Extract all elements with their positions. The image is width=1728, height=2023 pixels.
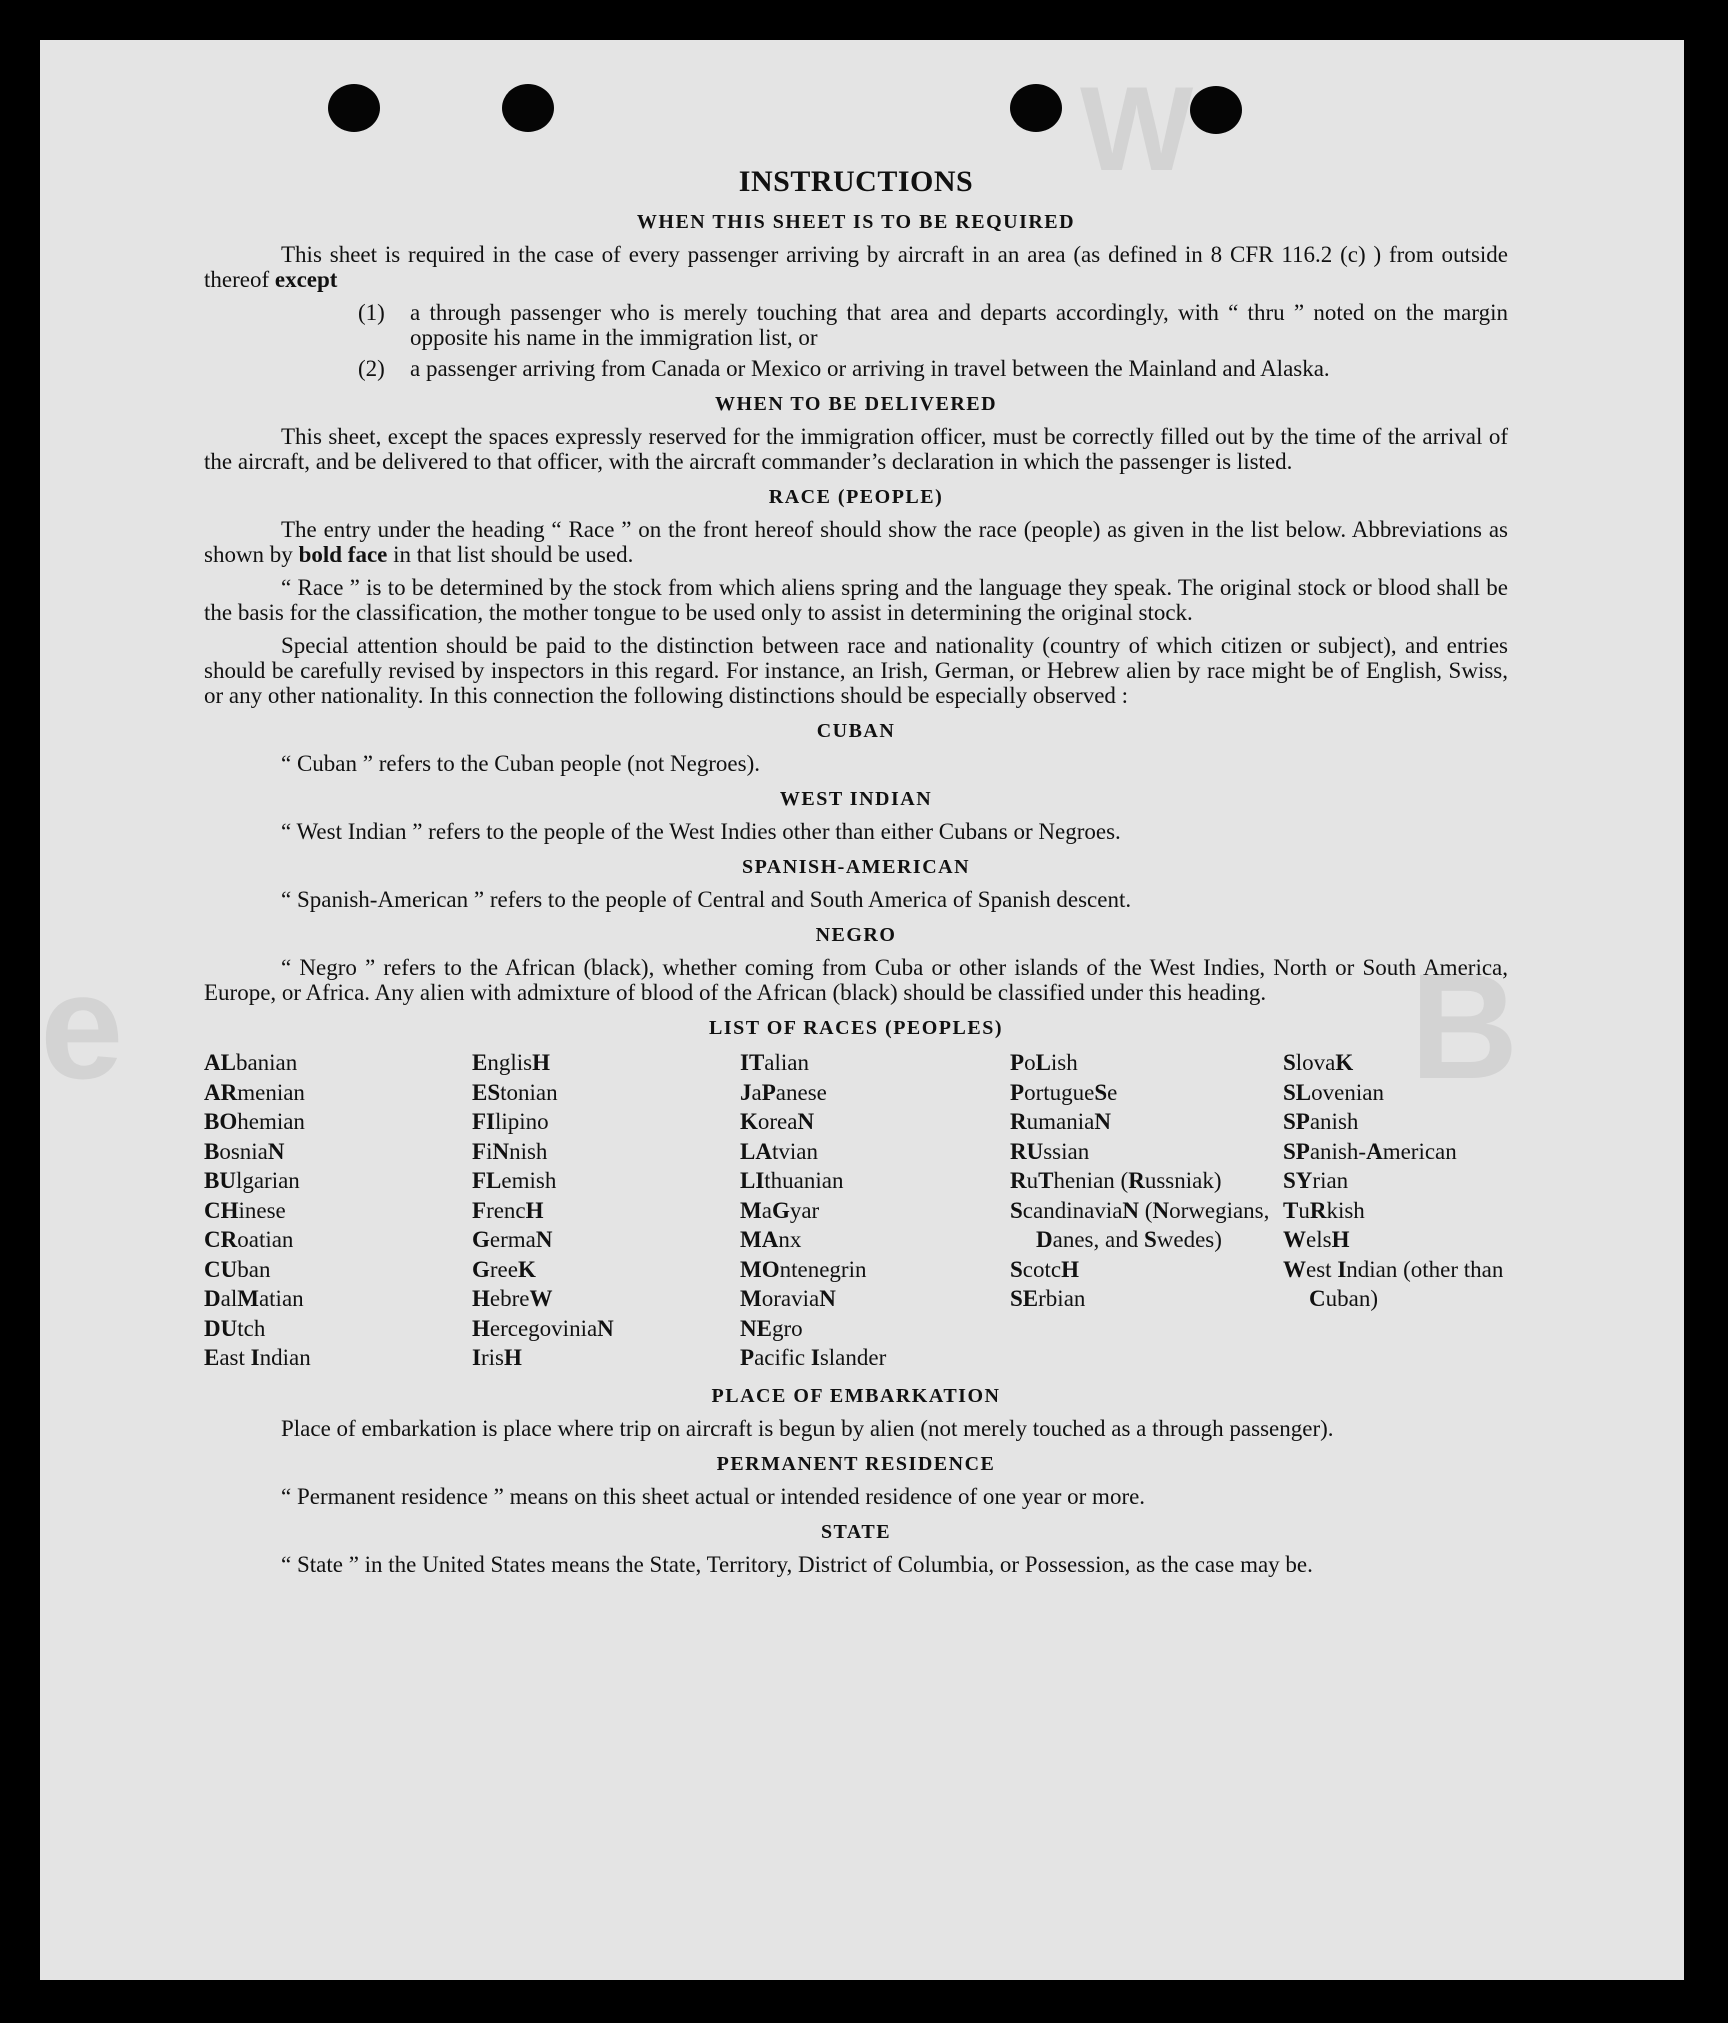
race-entry: MaGyar — [740, 1197, 820, 1223]
race-entry: WelsH — [1283, 1227, 1350, 1252]
race-entry: Pacific Islander — [740, 1345, 887, 1370]
section-heading: SPANISH-AMERICAN — [741, 856, 971, 878]
race-column — [204, 1048, 472, 1373]
paragraph: “ Race ” is to be determined by the stock from which aliens spring and the language they speak. The original stock or blood shall be the basis for the classification, the mother tongue to be used only to assist in determining the original stock. — [204, 575, 1508, 625]
race-column — [1010, 1048, 1283, 1373]
race-entry: PoLish — [1010, 1050, 1078, 1075]
race-entry: BUlgarian — [204, 1168, 300, 1193]
race-entry: MOntenegrin — [740, 1256, 867, 1282]
punch-hole — [1010, 84, 1062, 132]
race-entry: DalMatian — [204, 1286, 304, 1311]
race-entry: East Indian — [204, 1345, 311, 1370]
paragraph — [204, 242, 1508, 292]
race-entry: SErbian — [1010, 1286, 1086, 1311]
section-heading: PERMANENT RESIDENCE — [716, 1452, 996, 1475]
document-page — [40, 40, 1684, 1980]
exception-text: a through passenger who is merely touching that area and departs accordingly, with “ thru ” noted on the margin opposite his name in the immigration list, or — [410, 300, 1508, 350]
instructions-body — [204, 165, 1508, 1585]
paragraph: “ West Indian ” refers to the people of the West Indies other than either Cubans or Negroes. — [281, 819, 1121, 844]
section-heading: CUBAN — [816, 720, 896, 742]
race-entry: JaPanese — [740, 1079, 827, 1105]
race-entry: GreeK — [472, 1256, 536, 1282]
bleed-through-mark: e — [40, 942, 124, 1110]
race-entry: TuRkish — [1283, 1197, 1365, 1223]
bleed-through-mark: W — [1080, 62, 1194, 196]
race-entry: CHinese — [204, 1197, 286, 1223]
exception-item — [358, 356, 1508, 381]
race-entry: IrisH — [472, 1345, 522, 1370]
bleed-through-mark: B — [1410, 942, 1519, 1110]
paragraph: This sheet, except the spaces expressly reserved for the immigration officer, must be correctly filled out by the time of the arrival of the aircraft, and be delivered to that officer, with the aircraft commander’s declaration in which the passenger is listed. — [204, 424, 1508, 474]
section-heading: LIST OF RACES (PEOPLES) — [708, 1017, 1003, 1039]
race-column — [1283, 1048, 1508, 1373]
race-entry: HebreW — [472, 1286, 553, 1311]
punch-hole — [502, 84, 554, 132]
exception-text: a passenger arriving from Canada or Mexico or arriving in travel between the Mainland and Alaska. — [410, 356, 1330, 381]
section-heading: STATE — [820, 1520, 892, 1543]
race-entry: HercegoviniaN — [472, 1315, 614, 1341]
race-entry: SlovaK — [1283, 1050, 1354, 1075]
race-entry: SYrian — [1283, 1168, 1349, 1193]
paragraph: “ Permanent residence ” means on this sheet actual or intended residence of one year or more. — [281, 1483, 1146, 1509]
race-entry: ARmenian — [204, 1079, 305, 1105]
section-heading: WHEN TO BE DELIVERED — [714, 393, 998, 415]
race-entry: ScandinaviaN (Norwegians, Danes, and Swedes) — [1010, 1197, 1270, 1252]
race-entry: LIthuanian — [740, 1168, 844, 1193]
race-entry: SLovenian — [1283, 1079, 1384, 1105]
race-entry: EnglisH — [472, 1050, 550, 1075]
race-entry: FrencH — [472, 1197, 544, 1223]
exception-item — [358, 300, 1508, 350]
race-entry: RuThenian (Russniak) — [1010, 1168, 1222, 1193]
race-entry: PortugueSe — [1010, 1079, 1118, 1105]
race-entry: KoreaN — [740, 1109, 815, 1134]
paragraph: Special attention should be paid to the distinction between race and nationality (country of which citizen or subject), and entries should be carefully revised by inspectors in this regard. For instance, an Irish, German, or Hebrew alien by race might be of English, Swiss, or any other nationality. In this connection the following distinctions should be especially observed : — [204, 633, 1508, 708]
race-entry: MAnx — [740, 1227, 802, 1252]
race-entry: MoraviaN — [740, 1286, 836, 1311]
race-column — [740, 1048, 1010, 1373]
race-entry: FiNnish — [472, 1138, 548, 1164]
race-entry: ScotcH — [1010, 1256, 1079, 1282]
race-entry: ALbanian — [204, 1050, 298, 1075]
race-entry: ITalian — [740, 1050, 809, 1075]
exception-number: (2) — [358, 356, 385, 381]
race-entry: FLemish — [472, 1168, 557, 1193]
race-entry: RumaniaN — [1010, 1109, 1111, 1134]
section-heading: PLACE OF EMBARKATION — [711, 1384, 1001, 1407]
paragraph: “ Spanish-American ” refers to the people of Central and South America of Spanish descent. — [281, 887, 1132, 912]
race-entry: EStonian — [472, 1079, 558, 1105]
race-entry: DUtch — [204, 1315, 266, 1341]
race-entry: NEgro — [740, 1315, 803, 1341]
punch-hole — [328, 84, 380, 132]
required-intro: This sheet is required in the case of every passenger arriving by aircraft in an area (as defined in 8 CFR 116.2 (c) ) from outside thereof except — [204, 242, 1508, 292]
paragraph: “ State ” in the United States means the State, Territory, District of Columbia, or Possession, as the case may be. — [281, 1551, 1313, 1577]
race-entry: West Indian (other than Cuban) — [1283, 1256, 1504, 1311]
race-entry: CRoatian — [204, 1227, 294, 1252]
paragraph: Place of embarkation is place where trip on aircraft is begun by alien (not merely touched as a through passenger). — [281, 1415, 1334, 1441]
race-entry: BOhemian — [204, 1109, 305, 1134]
punch-hole — [1190, 86, 1242, 134]
race-entry: FIlipino — [472, 1109, 549, 1134]
race-column — [472, 1048, 740, 1373]
paragraph: The entry under the heading “ Race ” on the front hereof should show the race (people) as given in the list below. Abbreviations as shown by bold face in that list should be used. — [204, 517, 1508, 567]
race-entry: BosniaN — [204, 1138, 285, 1164]
section-heading: RACE (PEOPLE) — [768, 486, 944, 508]
section-heading: WEST INDIAN — [779, 788, 933, 810]
race-entry: SPanish-American — [1283, 1138, 1457, 1164]
page-title: INSTRUCTIONS — [738, 165, 974, 198]
race-entry: CUban — [204, 1256, 271, 1282]
race-entry: SPanish — [1283, 1109, 1359, 1134]
paragraph: “ Negro ” refers to the African (black), whether coming from Cuba or other islands of the West Indies, North or South America, Europe, or Africa. Any alien with admixture of blood of the African (black) should be classified under this heading. — [204, 955, 1508, 1005]
race-entry: RUssian — [1010, 1138, 1090, 1164]
race-entry: LAtvian — [740, 1138, 818, 1164]
exception-number: (1) — [358, 300, 385, 325]
section-heading: WHEN THIS SHEET IS TO BE REQUIRED — [636, 211, 1076, 233]
exceptions-list — [204, 300, 1508, 381]
race-entry: GermaN — [472, 1227, 553, 1252]
paragraph: “ Cuban ” refers to the Cuban people (not Negroes). — [281, 751, 761, 776]
section-heading: NEGRO — [815, 924, 897, 946]
race-list — [204, 1048, 1508, 1373]
